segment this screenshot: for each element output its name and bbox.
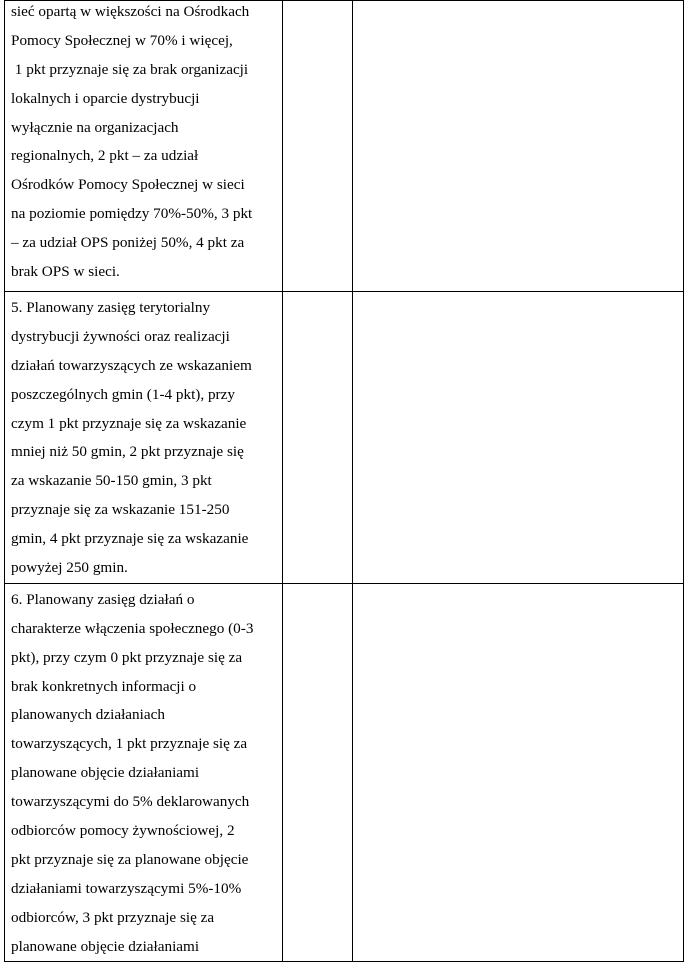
- criterion-line: dystrybucji żywności oraz realizacji: [11, 327, 230, 345]
- empty-cell: [282, 1, 352, 292]
- criterion-line: brak OPS w sieci.: [11, 263, 120, 281]
- empty-cell: [352, 292, 683, 584]
- criterion-line: odbiorców, 3 pkt przyznaje się za: [11, 908, 215, 926]
- criterion-line: – za udział OPS poniżej 50%, 4 pkt za: [11, 234, 245, 252]
- criterion-line: działaniami towarzyszącymi 5%-10%: [11, 879, 242, 897]
- criterion-line: Ośrodków Pomocy Społecznej w sieci: [11, 176, 245, 194]
- criterion-line: 6. Planowany zasięg działań o: [11, 590, 195, 608]
- criterion-line: odbiorców pomocy żywnościowej, 2: [11, 822, 235, 840]
- criterion-cell: [5, 292, 283, 584]
- criterion-line: powyżej 250 gmin.: [11, 559, 128, 577]
- criterion-line: 1 pkt przyznaje się za brak organizacji: [11, 60, 249, 78]
- criterion-line: wyłącznie na organizacjach: [11, 118, 179, 136]
- empty-cell: [352, 1, 683, 292]
- criteria-table: [4, 0, 684, 962]
- criterion-line: sieć opartą w większości na Ośrodkach: [11, 3, 250, 20]
- criterion-line: brak konkretnych informacji o: [11, 677, 197, 695]
- criterion-line: mniej niż 50 gmin, 2 pkt przyznaje się: [11, 443, 244, 461]
- criterion-line: planowane objęcie działaniami: [11, 937, 200, 955]
- criterion-line: 5. Planowany zasięg terytorialny: [11, 299, 211, 316]
- criterion-line: towarzyszącymi do 5% deklarowanych: [11, 793, 250, 811]
- criterion-line: poszczególnych gmin (1-4 pkt), przy: [11, 385, 235, 403]
- empty-cell: [282, 292, 352, 584]
- table-row: [5, 1, 684, 292]
- criterion-line: towarzyszących, 1 pkt przyznaje się za: [11, 735, 248, 753]
- criterion-line: lokalnych i oparcie dystrybucji: [11, 89, 200, 107]
- criterion-line: regionalnych, 2 pkt – za udział: [11, 147, 199, 165]
- criterion-line: planowane objęcie działaniami: [11, 764, 200, 782]
- criterion-line: pkt przyznaje się za planowane objęcie: [11, 850, 249, 868]
- table-row: [5, 583, 684, 962]
- criterion-line: na poziomie pomiędzy 70%-50%, 3 pkt: [11, 205, 253, 223]
- criterion-cell: [5, 1, 283, 292]
- criterion-line: charakterze włączenia społecznego (0-3: [11, 619, 254, 637]
- criterion-cell: [5, 583, 283, 962]
- criterion-line: gmin, 4 pkt przyznaje się za wskazanie: [11, 530, 249, 548]
- empty-cell: [282, 583, 352, 962]
- criterion-line: za wskazanie 50-150 gmin, 3 pkt: [11, 472, 212, 490]
- criterion-line: przyznaje się za wskazanie 151-250: [11, 501, 230, 519]
- empty-cell: [352, 583, 683, 962]
- criterion-line: czym 1 pkt przyznaje się za wskazanie: [11, 414, 247, 432]
- criterion-line: planowanych działaniach: [11, 706, 165, 724]
- criterion-line: Pomocy Społecznej w 70% i więcej,: [11, 31, 233, 49]
- criterion-line: pkt), przy czym 0 pkt przyznaje się za: [11, 648, 243, 666]
- criterion-line: działań towarzyszących ze wskazaniem: [11, 356, 252, 374]
- table-row: [5, 292, 684, 584]
